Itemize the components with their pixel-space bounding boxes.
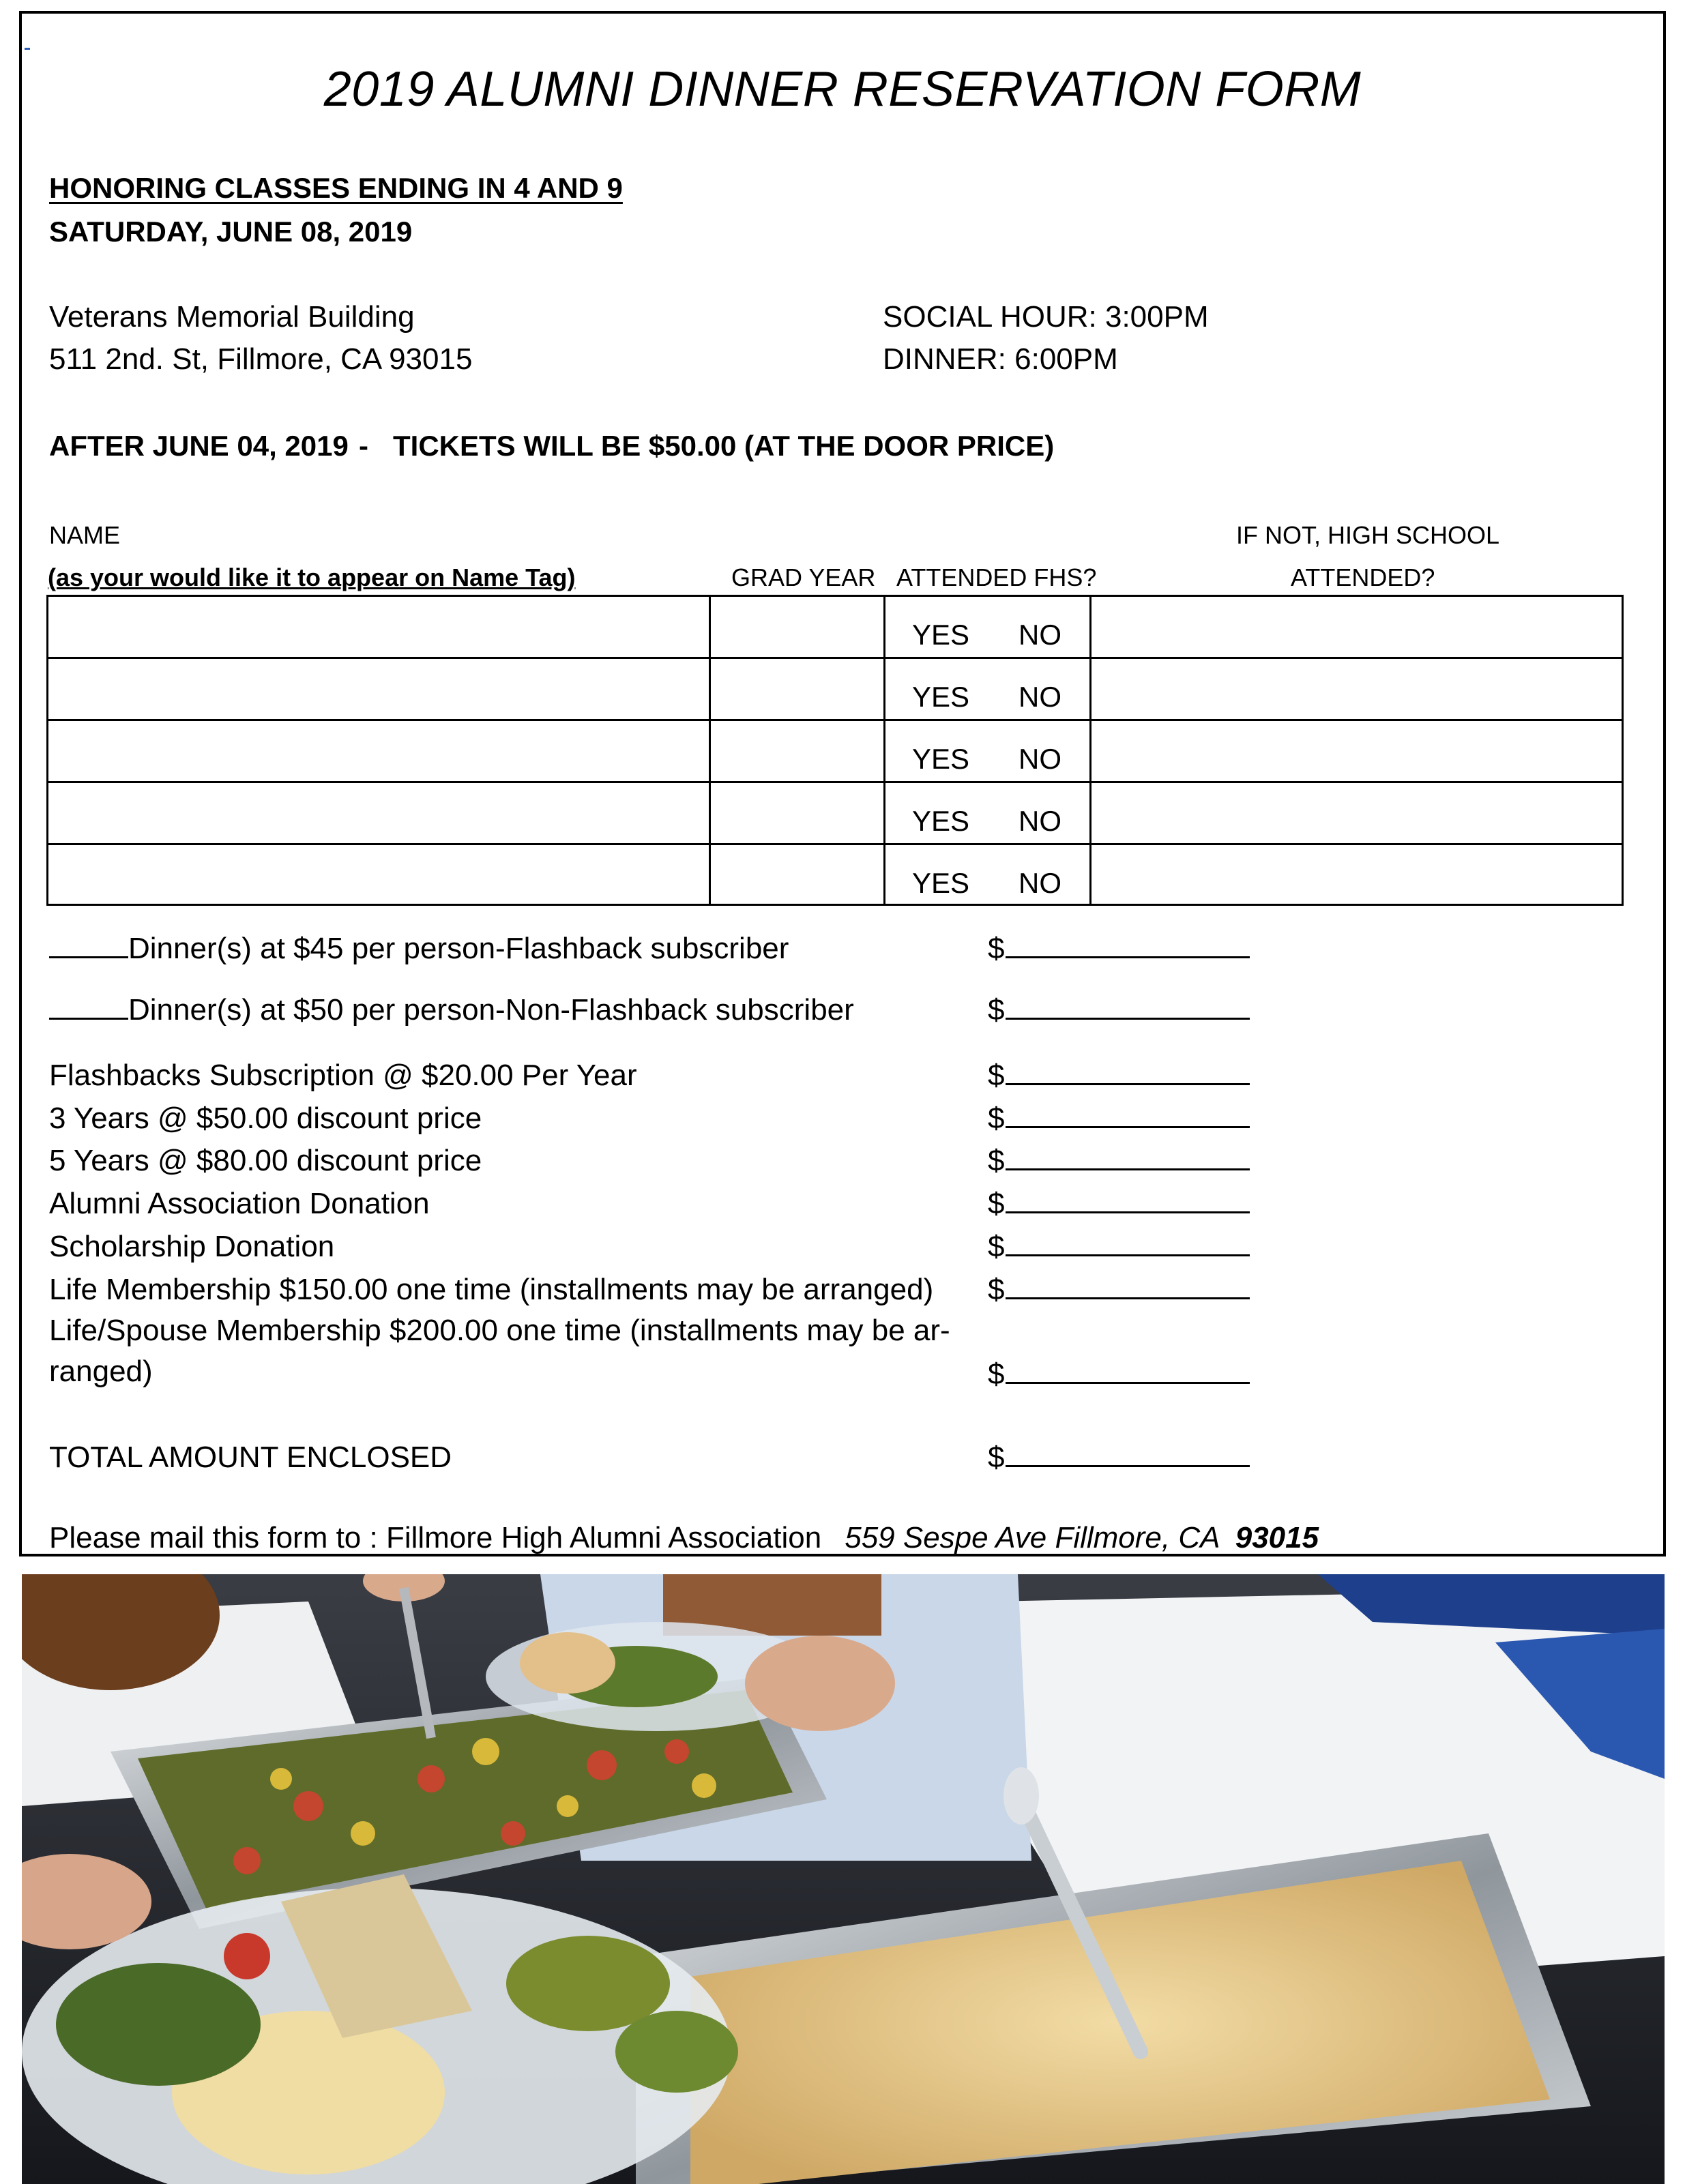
total-amount-field[interactable] (988, 1441, 1250, 1475)
name-header: NAME (49, 521, 121, 549)
amount-line (1006, 994, 1250, 1020)
column-divider (709, 597, 711, 904)
yes-option[interactable]: YES (912, 805, 970, 837)
attendee-table (46, 595, 1624, 906)
amount-field[interactable] (988, 1273, 1250, 1307)
form-title: 2019 ALUMNI DINNER RESERVATION FORM (323, 62, 1362, 117)
quantity-blank[interactable] (49, 932, 128, 958)
life-membership-label: Life Membership $150.00 one time (installments may be arranged) (49, 1273, 934, 1306)
no-option[interactable]: NO (1019, 681, 1061, 713)
dollar-sign: $ (988, 1230, 1005, 1263)
amount-line (1006, 1359, 1250, 1384)
yes-option[interactable]: YES (912, 681, 970, 713)
amount-field[interactable] (988, 993, 1250, 1027)
no-option[interactable]: NO (1019, 867, 1061, 899)
mailing-street: 559 Sespe Ave Fillmore, CA (845, 1521, 1220, 1554)
social-hour: SOCIAL HOUR: 3:00PM (883, 300, 1209, 334)
dinner-non-flashback-line (49, 993, 854, 1027)
dollar-sign: $ (988, 1441, 1005, 1474)
three-years-label: 3 Years @ $50.00 discount price (49, 1102, 482, 1135)
amount-line (1006, 933, 1250, 958)
total-amount-label: TOTAL AMOUNT ENCLOSED (49, 1441, 452, 1474)
amount-line (1006, 1274, 1250, 1299)
dinner-non-flashback-label: Dinner(s) at $50 per person-Non-Flashback subscriber (128, 993, 854, 1027)
yes-option[interactable]: YES (912, 743, 970, 775)
no-option[interactable]: NO (1019, 743, 1061, 775)
row-divider (48, 719, 1622, 721)
dollar-sign: $ (988, 1357, 1005, 1391)
five-years-label: 5 Years @ $80.00 discount price (49, 1144, 482, 1177)
event-date: SATURDAY, JUNE 08, 2019 (49, 216, 413, 248)
dollar-sign: $ (988, 932, 1005, 965)
name-subheader: (as your would like it to appear on Name Tag) (48, 563, 576, 591)
dollar-sign: $ (988, 1187, 1005, 1220)
dinner-flashback-line (49, 932, 789, 966)
column-divider (1089, 597, 1091, 904)
column-divider (883, 597, 885, 904)
life-spouse-membership-label: Life/Spouse Membership $200.00 one time (installments may be ar- (49, 1314, 950, 1347)
quantity-blank[interactable] (49, 993, 128, 1020)
amount-line (1006, 1231, 1250, 1256)
buffet-photo-image (22, 1574, 1665, 2184)
flashbacks-subscription-label: Flashbacks Subscription @ $20.00 Per Year (49, 1059, 637, 1092)
buffet-photo (22, 1574, 1665, 2184)
dollar-sign: $ (988, 1102, 1005, 1135)
amount-line (1006, 1442, 1250, 1467)
amount-field[interactable] (988, 1059, 1250, 1093)
amount-line (1006, 1060, 1250, 1085)
ticket-notice: TICKETS WILL BE $50.00 (AT THE DOOR PRICE) (393, 430, 1055, 462)
yes-option[interactable]: YES (912, 867, 970, 899)
no-option[interactable]: NO (1019, 619, 1061, 651)
honoring-heading: HONORING CLASSES ENDING IN 4 AND 9 (49, 172, 623, 204)
dollar-sign: $ (988, 1144, 1005, 1177)
dollar-sign: $ (988, 1273, 1005, 1306)
amount-line (1006, 1188, 1250, 1213)
dinner-time: DINNER: 6:00PM (883, 342, 1118, 376)
attended-fhs-header: ATTENDED FHS? (896, 563, 1097, 591)
mailing-text: Please mail this form to : Fillmore High Alumni Association (49, 1521, 822, 1554)
amount-field[interactable] (988, 1230, 1250, 1264)
amount-line (1006, 1103, 1250, 1128)
row-divider (48, 781, 1622, 783)
amount-field[interactable] (988, 1144, 1250, 1178)
amount-field[interactable] (988, 1357, 1250, 1391)
dinner-flashback-label: Dinner(s) at $45 per person-Flashback subscriber (128, 932, 789, 965)
dollar-sign: $ (988, 1059, 1005, 1092)
dash: - (359, 430, 368, 462)
other-school-header-2: ATTENDED? (1291, 563, 1435, 591)
amount-field[interactable] (988, 932, 1250, 966)
mailing-instruction (49, 1521, 1319, 1555)
yes-option[interactable]: YES (912, 619, 970, 651)
no-option[interactable]: NO (1019, 805, 1061, 837)
row-divider (48, 843, 1622, 845)
amount-line (1006, 1145, 1250, 1170)
corner-mark (25, 48, 30, 50)
amount-field[interactable] (988, 1102, 1250, 1136)
mailing-zip: 93015 (1235, 1521, 1319, 1554)
row-divider (48, 657, 1622, 659)
alumni-donation-label: Alumni Association Donation (49, 1187, 430, 1220)
other-school-header: IF NOT, HIGH SCHOOL (1236, 521, 1500, 549)
dollar-sign: $ (988, 993, 1005, 1027)
after-date: AFTER JUNE 04, 2019 (49, 430, 349, 462)
amount-field[interactable] (988, 1187, 1250, 1221)
grad-year-header: GRAD YEAR (731, 563, 876, 591)
venue-name: Veterans Memorial Building (49, 300, 415, 334)
scholarship-donation-label: Scholarship Donation (49, 1230, 335, 1263)
life-spouse-membership-label-cont: ranged) (49, 1355, 153, 1388)
venue-address: 511 2nd. St, Fillmore, CA 93015 (49, 342, 473, 376)
